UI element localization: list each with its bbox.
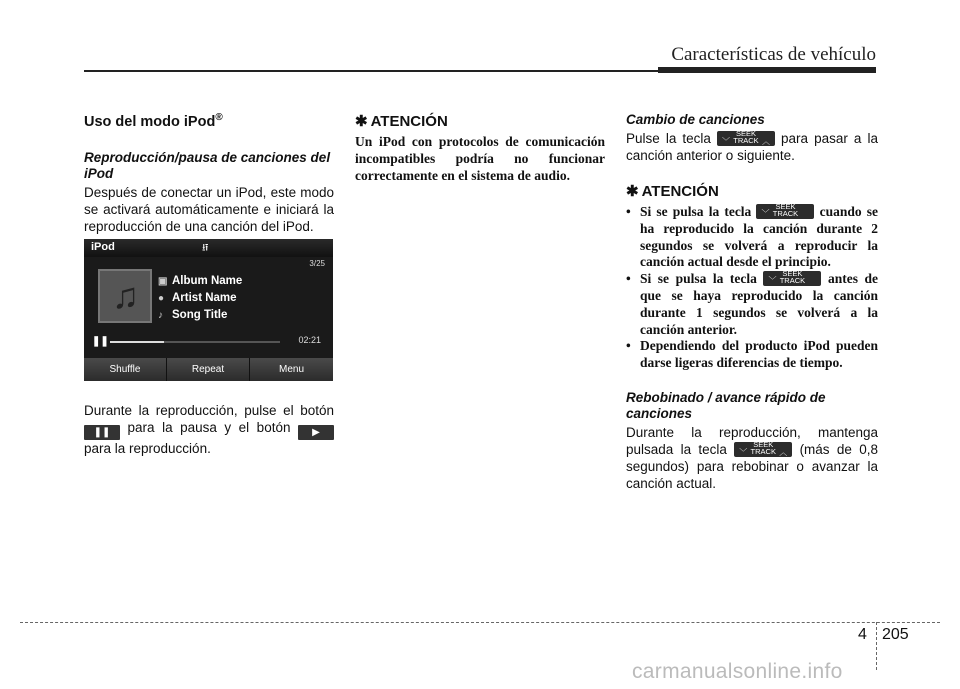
page-number: 205 bbox=[882, 626, 909, 643]
subsection-title-rewind: Rebobinado / avance rápido de canciones bbox=[626, 389, 826, 421]
change-paragraph: Pulse la tecla ﹀ SEEK TRACK ︿ para pasar a la canción anterior o siguiente. bbox=[626, 129, 878, 163]
page-number-divider bbox=[876, 622, 877, 670]
attention-text: Un iPod con protocolos de comunicación incompatibles podría no funcionar correctamente en el sistema de audio. bbox=[355, 134, 605, 183]
column-ipod-mode bbox=[84, 112, 334, 235]
menu-button: Menu bbox=[250, 358, 333, 381]
pause-button-icon: ❚❚ bbox=[84, 425, 120, 440]
track-count: 3/25 bbox=[309, 259, 325, 268]
song-title: ♪ Song Title bbox=[158, 309, 228, 321]
watermark: carmanualsonline.info bbox=[632, 660, 843, 683]
seek-track-key: ﹀ SEEK TRACK ︿ bbox=[717, 131, 775, 146]
section-title: Uso del modo iPod® bbox=[84, 112, 223, 130]
subsection-title-change: Cambio de canciones bbox=[626, 112, 765, 127]
footer-rule bbox=[20, 622, 940, 623]
attention-title-2: ✱ ATENCIÓN bbox=[626, 183, 719, 200]
screen-title: iPod bbox=[91, 241, 115, 253]
subsection-title-play-pause: Reproducción/pausa de canciones del iPod bbox=[84, 149, 331, 181]
album-icon: ▣ bbox=[158, 276, 168, 287]
repeat-button: Repeat bbox=[167, 358, 250, 381]
shuffle-button: Shuffle bbox=[84, 358, 167, 381]
music-note-icon: ♫ bbox=[112, 275, 139, 316]
album-art bbox=[98, 269, 152, 323]
play-pause-paragraph: Después de conectar un iPod, este modo se activará automáticamente e iniciará la reproducción de una canción del iPod. bbox=[84, 184, 334, 234]
column-attention bbox=[355, 112, 605, 184]
attention-bullet-1: • Si se pulsa la tecla ﹀ SEEK TRACK cuando se ha reproducido la canción durante 2 segundos se volverá a reproducir la canción actual desde el principio. bbox=[626, 202, 878, 270]
seek-track-key: ﹀ SEEK TRACK bbox=[756, 204, 814, 219]
attention-bullet-3: • Dependiendo del producto iPod pueden darse ligeras diferencias de tiempo. bbox=[626, 338, 878, 371]
playback-text-b: para la pausa y el botón bbox=[127, 420, 291, 435]
attention-icon: ✱ bbox=[355, 113, 368, 130]
usb-icon: ⭿ bbox=[202, 243, 209, 254]
seek-track-key: ﹀ SEEK TRACK bbox=[763, 271, 821, 286]
artist-name: ● Artist Name bbox=[158, 292, 237, 304]
pause-icon: ❚❚ bbox=[92, 336, 109, 347]
seek-track-key: ﹀ SEEK TRACK ︿ bbox=[734, 442, 792, 457]
artist-icon: ● bbox=[158, 293, 165, 304]
attention-title: ✱ ATENCIÓN bbox=[355, 113, 448, 130]
elapsed-time: 02:21 bbox=[298, 335, 321, 345]
rewind-paragraph: Durante la reproducción, mantenga pulsada la tecla ﹀ SEEK TRACK ︿ (más de 0,8 segundos) para rebobinar o avanzar la canción actual. bbox=[626, 424, 878, 491]
playback-instructions bbox=[84, 402, 334, 457]
header-title: Características de vehículo bbox=[671, 44, 876, 65]
header-rule-accent bbox=[658, 67, 876, 73]
progress-bar bbox=[110, 341, 280, 343]
album-name: ▣ Album Name bbox=[158, 275, 243, 287]
column-change-songs bbox=[626, 112, 878, 492]
play-button-icon: ▶ bbox=[298, 425, 334, 440]
ipod-screen-image bbox=[84, 239, 333, 381]
attention-icon: ✱ bbox=[626, 183, 639, 200]
header-rule bbox=[84, 70, 658, 72]
playback-text-a: Durante la reproducción, pulse el botón bbox=[84, 403, 334, 418]
song-icon: ♪ bbox=[158, 310, 163, 321]
chapter-number: 4 bbox=[858, 626, 867, 643]
attention-bullet-2: • Si se pulsa la tecla ﹀ SEEK TRACK antes de que se haya reproducido la canción durante 1 segundos se volverá a la canción anterior. bbox=[626, 269, 879, 337]
playback-text-c: para la reproducción. bbox=[84, 441, 211, 456]
screen-title-bar bbox=[84, 239, 333, 257]
progress-fill bbox=[110, 341, 164, 343]
